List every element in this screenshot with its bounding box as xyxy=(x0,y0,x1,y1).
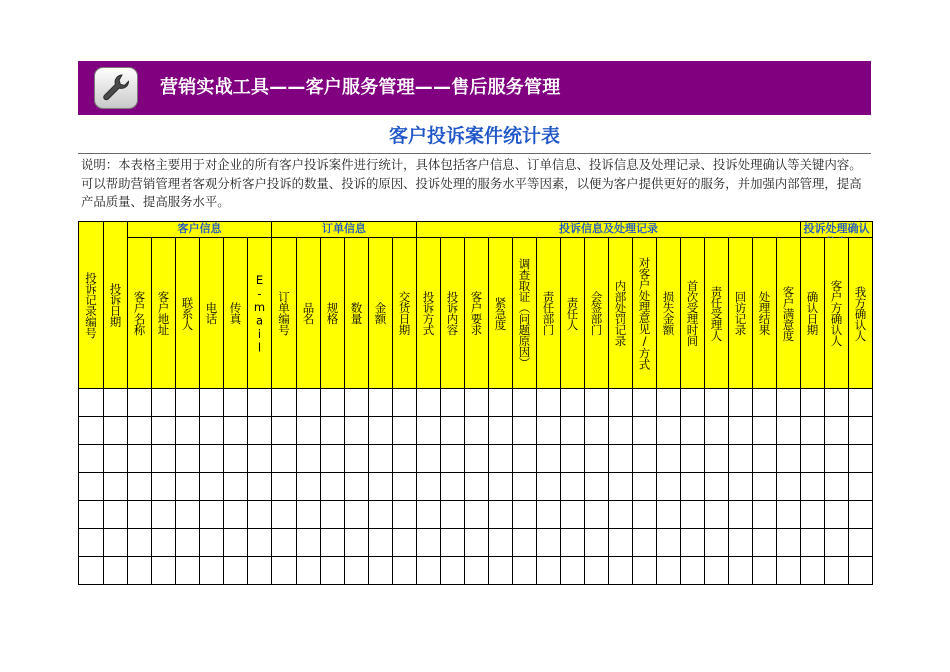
table-cell xyxy=(128,501,151,528)
column-header: 责任部门 xyxy=(537,238,560,388)
table-cell xyxy=(441,417,464,444)
table-cell xyxy=(609,557,632,584)
table-cell xyxy=(297,501,320,528)
table-cell xyxy=(200,473,223,500)
table-cell xyxy=(825,417,848,444)
table-cell xyxy=(537,445,560,472)
table-cell xyxy=(825,473,848,500)
table-cell xyxy=(489,417,512,444)
column-header: 客户方确认人 xyxy=(825,238,848,388)
table-cell xyxy=(200,389,223,416)
table-cell xyxy=(513,557,536,584)
table-cell xyxy=(176,389,199,416)
table-cell xyxy=(248,445,271,472)
table-cell xyxy=(272,529,296,556)
table-cell xyxy=(200,445,223,472)
tool-banner xyxy=(78,61,871,115)
column-header: 调查取证（问题原因） xyxy=(513,238,536,388)
table-cell xyxy=(176,417,199,444)
table-cell xyxy=(657,473,680,500)
table-cell xyxy=(561,389,584,416)
column-header: 客户要求 xyxy=(465,238,488,388)
column-header: 品名 xyxy=(297,238,320,388)
table-cell xyxy=(537,529,560,556)
table-cell xyxy=(753,417,776,444)
table-cell xyxy=(393,417,416,444)
table-cell xyxy=(248,389,271,416)
table-cell xyxy=(321,417,344,444)
table-cell xyxy=(609,529,632,556)
table-cell xyxy=(705,529,728,556)
table-cell xyxy=(128,417,151,444)
table-cell xyxy=(369,529,392,556)
table-cell xyxy=(345,389,368,416)
table-cell xyxy=(393,557,416,584)
column-header: 客户满意度 xyxy=(777,238,800,388)
table-cell xyxy=(633,501,656,528)
table-cell xyxy=(849,417,872,444)
table-cell xyxy=(681,501,704,528)
title-divider xyxy=(78,153,871,154)
table-cell xyxy=(513,529,536,556)
table-cell xyxy=(705,445,728,472)
table-cell xyxy=(753,473,776,500)
column-header: E-mail xyxy=(248,238,271,388)
table-cell xyxy=(441,389,464,416)
table-cell xyxy=(561,417,584,444)
table-cell xyxy=(224,529,247,556)
table-cell xyxy=(224,445,247,472)
table-cell xyxy=(729,389,752,416)
table-cell xyxy=(489,529,512,556)
table-cell xyxy=(801,445,824,472)
table-cell xyxy=(465,445,488,472)
table-cell xyxy=(657,445,680,472)
table-cell xyxy=(633,417,656,444)
table-cell xyxy=(297,417,320,444)
table-cell xyxy=(345,557,368,584)
column-header: 客户地址 xyxy=(152,238,175,388)
table-cell xyxy=(224,557,247,584)
table-cell xyxy=(657,529,680,556)
table-cell xyxy=(321,445,344,472)
table-cell xyxy=(369,417,392,444)
table-cell xyxy=(441,529,464,556)
table-cell xyxy=(801,417,824,444)
table-cell xyxy=(537,473,560,500)
table-cell xyxy=(825,557,848,584)
table-cell xyxy=(79,417,103,444)
table-cell xyxy=(825,529,848,556)
column-header: 电话 xyxy=(200,238,223,388)
table-cell xyxy=(513,445,536,472)
table-cell xyxy=(345,529,368,556)
column-header: 数量 xyxy=(345,238,368,388)
table-cell xyxy=(176,445,199,472)
group-header: 订单信息 xyxy=(272,222,416,237)
table-cell xyxy=(104,529,127,556)
table-cell xyxy=(79,529,103,556)
table-cell xyxy=(104,473,127,500)
table-cell xyxy=(465,529,488,556)
column-header: 客户名称 xyxy=(128,238,151,388)
table-cell xyxy=(801,529,824,556)
table-cell xyxy=(152,501,175,528)
table-cell xyxy=(104,445,127,472)
table-cell xyxy=(633,445,656,472)
table-cell xyxy=(849,473,872,500)
column-header: 内部处罚记录 xyxy=(609,238,632,388)
table-cell xyxy=(465,473,488,500)
table-cell xyxy=(849,529,872,556)
table-cell xyxy=(297,529,320,556)
table-cell xyxy=(657,417,680,444)
table-cell xyxy=(801,557,824,584)
table-cell xyxy=(681,417,704,444)
table-cell xyxy=(513,473,536,500)
table-cell xyxy=(585,389,608,416)
table-cell xyxy=(297,389,320,416)
table-cell xyxy=(248,473,271,500)
table-cell xyxy=(345,501,368,528)
table-cell xyxy=(128,389,151,416)
table-cell xyxy=(633,473,656,500)
table-cell xyxy=(609,473,632,500)
table-cell xyxy=(79,501,103,528)
table-cell xyxy=(297,473,320,500)
table-cell xyxy=(248,557,271,584)
table-cell xyxy=(297,557,320,584)
column-header: 责任受理人 xyxy=(705,238,728,388)
table-cell xyxy=(801,473,824,500)
table-cell xyxy=(224,389,247,416)
column-header: 金额 xyxy=(369,238,392,388)
table-cell xyxy=(705,389,728,416)
table-cell xyxy=(777,445,800,472)
table-cell xyxy=(104,417,127,444)
column-header: 规格 xyxy=(321,238,344,388)
table-cell xyxy=(393,473,416,500)
table-cell xyxy=(513,501,536,528)
table-cell xyxy=(369,557,392,584)
table-cell xyxy=(561,557,584,584)
table-cell xyxy=(489,501,512,528)
table-cell xyxy=(657,557,680,584)
column-header: 紧急度 xyxy=(489,238,512,388)
table-cell xyxy=(609,501,632,528)
table-cell xyxy=(345,417,368,444)
table-cell xyxy=(633,529,656,556)
table-cell xyxy=(465,557,488,584)
table-cell xyxy=(537,501,560,528)
table-cell xyxy=(777,473,800,500)
table-cell xyxy=(849,389,872,416)
table-cell xyxy=(585,445,608,472)
column-header: 订单编号 xyxy=(272,238,296,388)
table-cell xyxy=(489,445,512,472)
table-cell xyxy=(441,501,464,528)
table-cell xyxy=(104,557,127,584)
table-cell xyxy=(801,501,824,528)
table-cell xyxy=(417,501,440,528)
table-cell xyxy=(585,417,608,444)
table-cell xyxy=(729,529,752,556)
table-cell xyxy=(777,417,800,444)
table-cell xyxy=(321,389,344,416)
table-cell xyxy=(321,473,344,500)
table-cell xyxy=(79,389,103,416)
table-cell xyxy=(465,389,488,416)
table-cell xyxy=(369,473,392,500)
table-cell xyxy=(489,389,512,416)
table-cell xyxy=(104,389,127,416)
table-cell xyxy=(537,389,560,416)
table-cell xyxy=(825,501,848,528)
table-cell xyxy=(417,445,440,472)
table-cell xyxy=(825,389,848,416)
table-cell xyxy=(176,501,199,528)
table-cell xyxy=(128,557,151,584)
description-text: 说明：本表格主要用于对企业的所有客户投诉案件进行统计，具体包括客户信息、订单信息、投诉信息及处理记录、投诉处理确认等关键内容。可以帮助营销管理者客观分析客户投诉的数量、投诉的原因、投诉处理的服务水平等因素，以便为客户提供更好的服务，并加强内部管理，提高产品质量、提高服务水平。 xyxy=(81,157,862,209)
table-cell xyxy=(633,389,656,416)
group-header: 客户信息 xyxy=(128,222,271,237)
table-cell xyxy=(104,501,127,528)
column-header: 损失金额 xyxy=(657,238,680,388)
table-cell xyxy=(609,445,632,472)
column-header: 投诉内容 xyxy=(441,238,464,388)
table-cell xyxy=(681,473,704,500)
table-cell xyxy=(272,557,296,584)
table-cell xyxy=(513,389,536,416)
table-cell xyxy=(753,557,776,584)
table-cell xyxy=(777,529,800,556)
table-cell xyxy=(585,557,608,584)
table-cell xyxy=(657,389,680,416)
table-cell xyxy=(753,501,776,528)
table-cell xyxy=(79,557,103,584)
table-cell xyxy=(417,529,440,556)
column-header: 投诉方式 xyxy=(417,238,440,388)
table-cell xyxy=(489,473,512,500)
table-cell xyxy=(152,473,175,500)
table-cell xyxy=(393,501,416,528)
table-cell xyxy=(272,417,296,444)
table-cell xyxy=(705,557,728,584)
table-cell xyxy=(152,417,175,444)
table-cell xyxy=(489,557,512,584)
table-cell xyxy=(753,389,776,416)
group-header: 投诉信息及处理记录 xyxy=(417,222,800,237)
banner-title: 营销实战工具——客户服务管理——售后服务管理 xyxy=(160,77,561,98)
table-cell xyxy=(441,473,464,500)
column-header: 对客户处理意见/方式 xyxy=(633,238,656,388)
table-cell xyxy=(753,445,776,472)
table-cell xyxy=(849,557,872,584)
table-cell xyxy=(224,473,247,500)
table-cell xyxy=(224,417,247,444)
table-cell xyxy=(777,389,800,416)
table-cell xyxy=(417,473,440,500)
table-cell xyxy=(321,557,344,584)
column-header: 回访记录 xyxy=(729,238,752,388)
table-cell xyxy=(465,417,488,444)
table-cell xyxy=(176,557,199,584)
table-cell xyxy=(176,473,199,500)
table-cell xyxy=(729,473,752,500)
table-cell xyxy=(272,501,296,528)
table-cell xyxy=(609,417,632,444)
table-cell xyxy=(561,445,584,472)
table-cell xyxy=(585,529,608,556)
column-header: 投诉日期 xyxy=(104,222,127,388)
table-cell xyxy=(729,501,752,528)
table-cell xyxy=(152,557,175,584)
table-cell xyxy=(297,445,320,472)
column-header: 投诉记录编号 xyxy=(79,222,103,388)
table-cell xyxy=(128,473,151,500)
table-cell xyxy=(393,529,416,556)
table-cell xyxy=(152,529,175,556)
table-cell xyxy=(79,473,103,500)
column-header: 处理结果 xyxy=(753,238,776,388)
table-cell xyxy=(393,389,416,416)
table-cell xyxy=(152,389,175,416)
table-cell xyxy=(321,529,344,556)
table-cell xyxy=(272,473,296,500)
group-header: 投诉处理确认 xyxy=(801,222,872,237)
page-title: 客户投诉案件统计表 xyxy=(388,125,560,147)
table-cell xyxy=(321,501,344,528)
table-cell xyxy=(537,557,560,584)
table-cell xyxy=(633,557,656,584)
table-cell xyxy=(561,473,584,500)
table-cell xyxy=(705,417,728,444)
column-header: 联系人 xyxy=(176,238,199,388)
table-cell xyxy=(657,501,680,528)
table-cell xyxy=(681,529,704,556)
table-cell xyxy=(272,389,296,416)
table-cell xyxy=(417,389,440,416)
column-header: 我方确认人 xyxy=(849,238,872,388)
table-cell xyxy=(609,389,632,416)
column-header: 首次受理时间 xyxy=(681,238,704,388)
table-cell xyxy=(417,417,440,444)
complaint-table xyxy=(78,221,873,585)
table-cell xyxy=(248,501,271,528)
table-cell xyxy=(849,501,872,528)
table-cell xyxy=(128,529,151,556)
column-header: 责任人 xyxy=(561,238,584,388)
table-cell xyxy=(777,557,800,584)
table-cell xyxy=(224,501,247,528)
table-cell xyxy=(200,557,223,584)
table-cell xyxy=(152,445,175,472)
table-cell xyxy=(777,501,800,528)
column-header: 传真 xyxy=(224,238,247,388)
table-cell xyxy=(585,473,608,500)
table-cell xyxy=(513,417,536,444)
table-cell xyxy=(681,389,704,416)
table-cell xyxy=(729,557,752,584)
table-cell xyxy=(345,473,368,500)
table-cell xyxy=(369,501,392,528)
table-cell xyxy=(849,445,872,472)
table-cell xyxy=(200,501,223,528)
table-cell xyxy=(441,445,464,472)
table-cell xyxy=(128,445,151,472)
table-cell xyxy=(272,445,296,472)
table-cell xyxy=(681,445,704,472)
column-header: 会签部门 xyxy=(585,238,608,388)
table-cell xyxy=(729,445,752,472)
table-cell xyxy=(248,417,271,444)
table-cell xyxy=(561,529,584,556)
table-cell xyxy=(465,501,488,528)
table-cell xyxy=(200,529,223,556)
column-header: 交货日期 xyxy=(393,238,416,388)
table-cell xyxy=(825,445,848,472)
table-cell xyxy=(248,529,271,556)
column-header: 确认日期 xyxy=(801,238,824,388)
table-cell xyxy=(200,417,223,444)
table-cell xyxy=(393,445,416,472)
table-cell xyxy=(681,557,704,584)
table-cell xyxy=(585,501,608,528)
table-cell xyxy=(345,445,368,472)
table-cell xyxy=(441,557,464,584)
table-cell xyxy=(729,417,752,444)
table-cell xyxy=(417,557,440,584)
wrench-icon xyxy=(94,67,138,109)
table-cell xyxy=(561,501,584,528)
table-cell xyxy=(369,389,392,416)
table-cell xyxy=(705,473,728,500)
table-cell xyxy=(753,529,776,556)
table-cell xyxy=(537,417,560,444)
table-cell xyxy=(705,501,728,528)
table-cell xyxy=(176,529,199,556)
table-cell xyxy=(79,445,103,472)
table-cell xyxy=(801,389,824,416)
table-cell xyxy=(369,445,392,472)
